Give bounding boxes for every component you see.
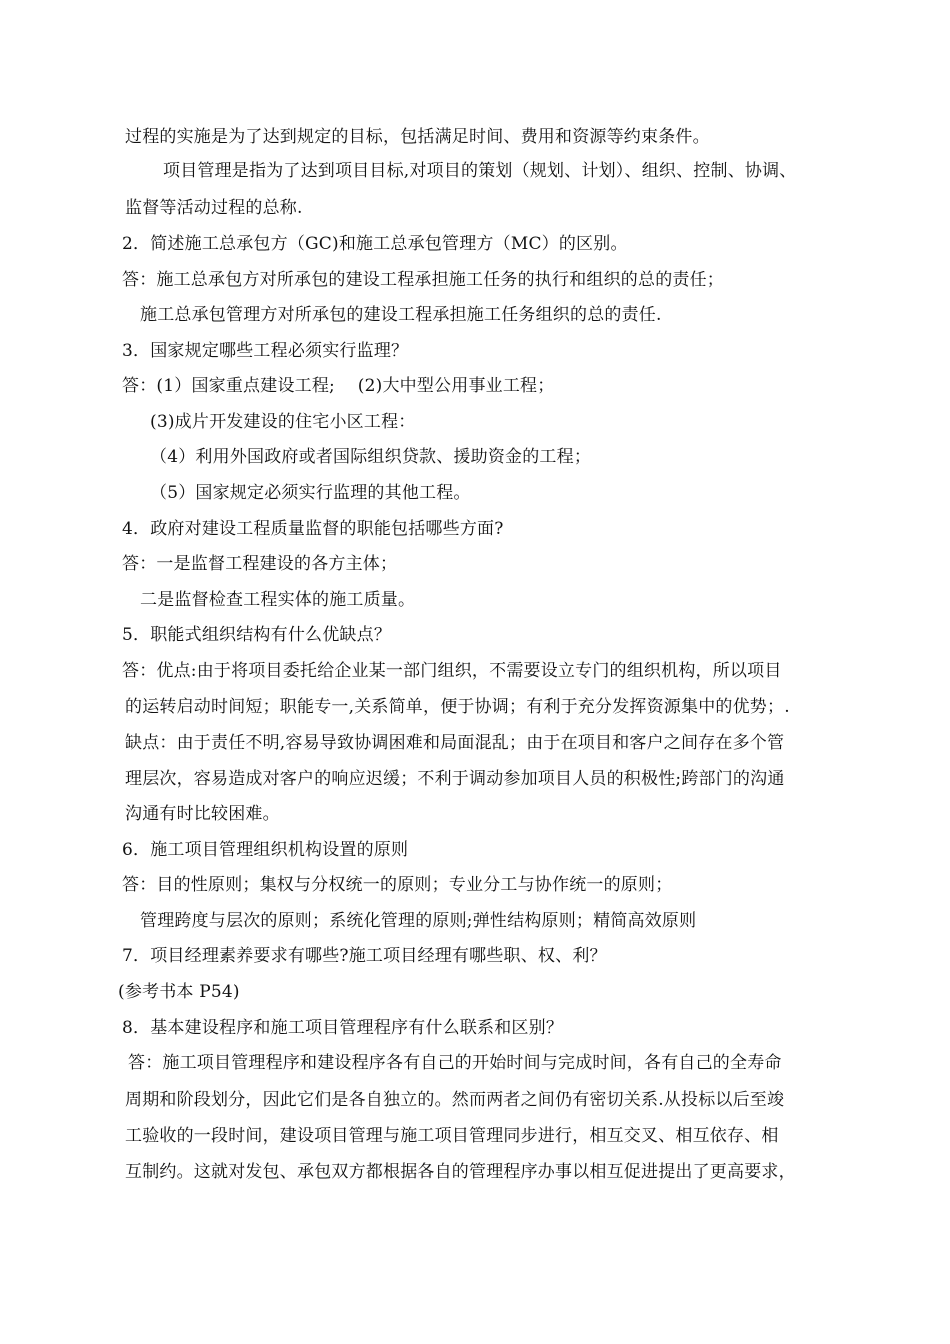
answer-line: 答：优点:由于将项目委托给企业某一部门组织，不需要设立专门的组织机构，所以项目 — [122, 661, 782, 681]
answer-line: 答：施工项目管理程序和建设程序各有自己的开始时间与完成时间，各有自己的全寿命 — [128, 1053, 782, 1073]
question-7: 7．项目经理素养要求有哪些?施工项目经理有哪些职、权、利？ — [122, 946, 607, 966]
answer-line: 缺点：由于责任不明,容易导致协调困难和局面混乱；由于在项目和客户之间存在多个管 — [125, 733, 785, 753]
text-line: 过程的实施是为了达到规定的目标，包括满足时间、费用和资源等约束条件。 — [125, 127, 710, 147]
answer-line: （4）利用外国政府或者国际组织贷款、援助资金的工程； — [150, 447, 592, 467]
question-4: 4．政府对建设工程质量监督的职能包括哪些方面? — [122, 519, 504, 539]
answer-line: 工验收的一段时间，建设项目管理与施工项目管理同步进行，相互交叉、相互依存、相 — [125, 1126, 779, 1146]
reference-note: (参考书本 P54) — [118, 982, 240, 1002]
answer-line: 周期和阶段划分，因此它们是各自独立的。然而两者之间仍有密切关系.从投标以后至竣 — [125, 1090, 785, 1110]
answer-line: 二是监督检查工程实体的施工质量。 — [140, 590, 416, 610]
answer-line: （5）国家规定必须实行监理的其他工程。 — [150, 483, 471, 503]
text-line: 项目管理是指为了达到项目目标,对项目的策划（规划、计划）、组织、控制、协调、 — [163, 161, 797, 181]
question-6: 6．施工项目管理组织机构设置的原则 — [122, 840, 409, 860]
question-5: 5．职能式组织结构有什么优缺点？ — [122, 625, 392, 645]
answer-line: 答：(1）国家重点建设工程; (2)大中型公用事业工程； — [122, 376, 555, 396]
answer-line: 答：一是监督工程建设的各方主体； — [122, 554, 398, 574]
question-8: 8．基本建设程序和施工项目管理程序有什么联系和区别？ — [122, 1018, 564, 1038]
answer-line: 互制约。这就对发包、承包双方都根据各自的管理程序办事以相互促进提出了更高要求， — [125, 1162, 796, 1182]
question-2: 2．简述施工总承包方（GC)和施工总承包管理方（MC）的区别。 — [122, 234, 628, 254]
text-line: 监督等活动过程的总称. — [125, 198, 303, 218]
question-3: 3．国家规定哪些工程必须实行监理？ — [122, 341, 409, 361]
answer-line: 答：施工总承包方对所承包的建设工程承担施工任务的执行和组织的总的责任； — [122, 270, 724, 290]
answer-line: 的运转启动时间短；职能专一,关系简单，便于协调；有利于充分发挥资源集中的优势；. — [125, 697, 790, 717]
answer-line: 沟通有时比较困难。 — [125, 804, 280, 824]
answer-line: 管理跨度与层次的原则；系统化管理的原则;弹性结构原则；精简高效原则 — [140, 911, 697, 931]
answer-line: 理层次，容易造成对客户的响应迟缓；不利于调动参加项目人员的积极性;跨部门的沟通 — [125, 769, 785, 789]
answer-line: (3)成片开发建设的住宅小区工程： — [150, 412, 416, 432]
answer-line: 答：目的性原则；集权与分权统一的原则；专业分工与协作统一的原则； — [122, 875, 673, 895]
answer-line: 施工总承包管理方对所承包的建设工程承担施工任务组织的总的责任. — [140, 305, 662, 325]
